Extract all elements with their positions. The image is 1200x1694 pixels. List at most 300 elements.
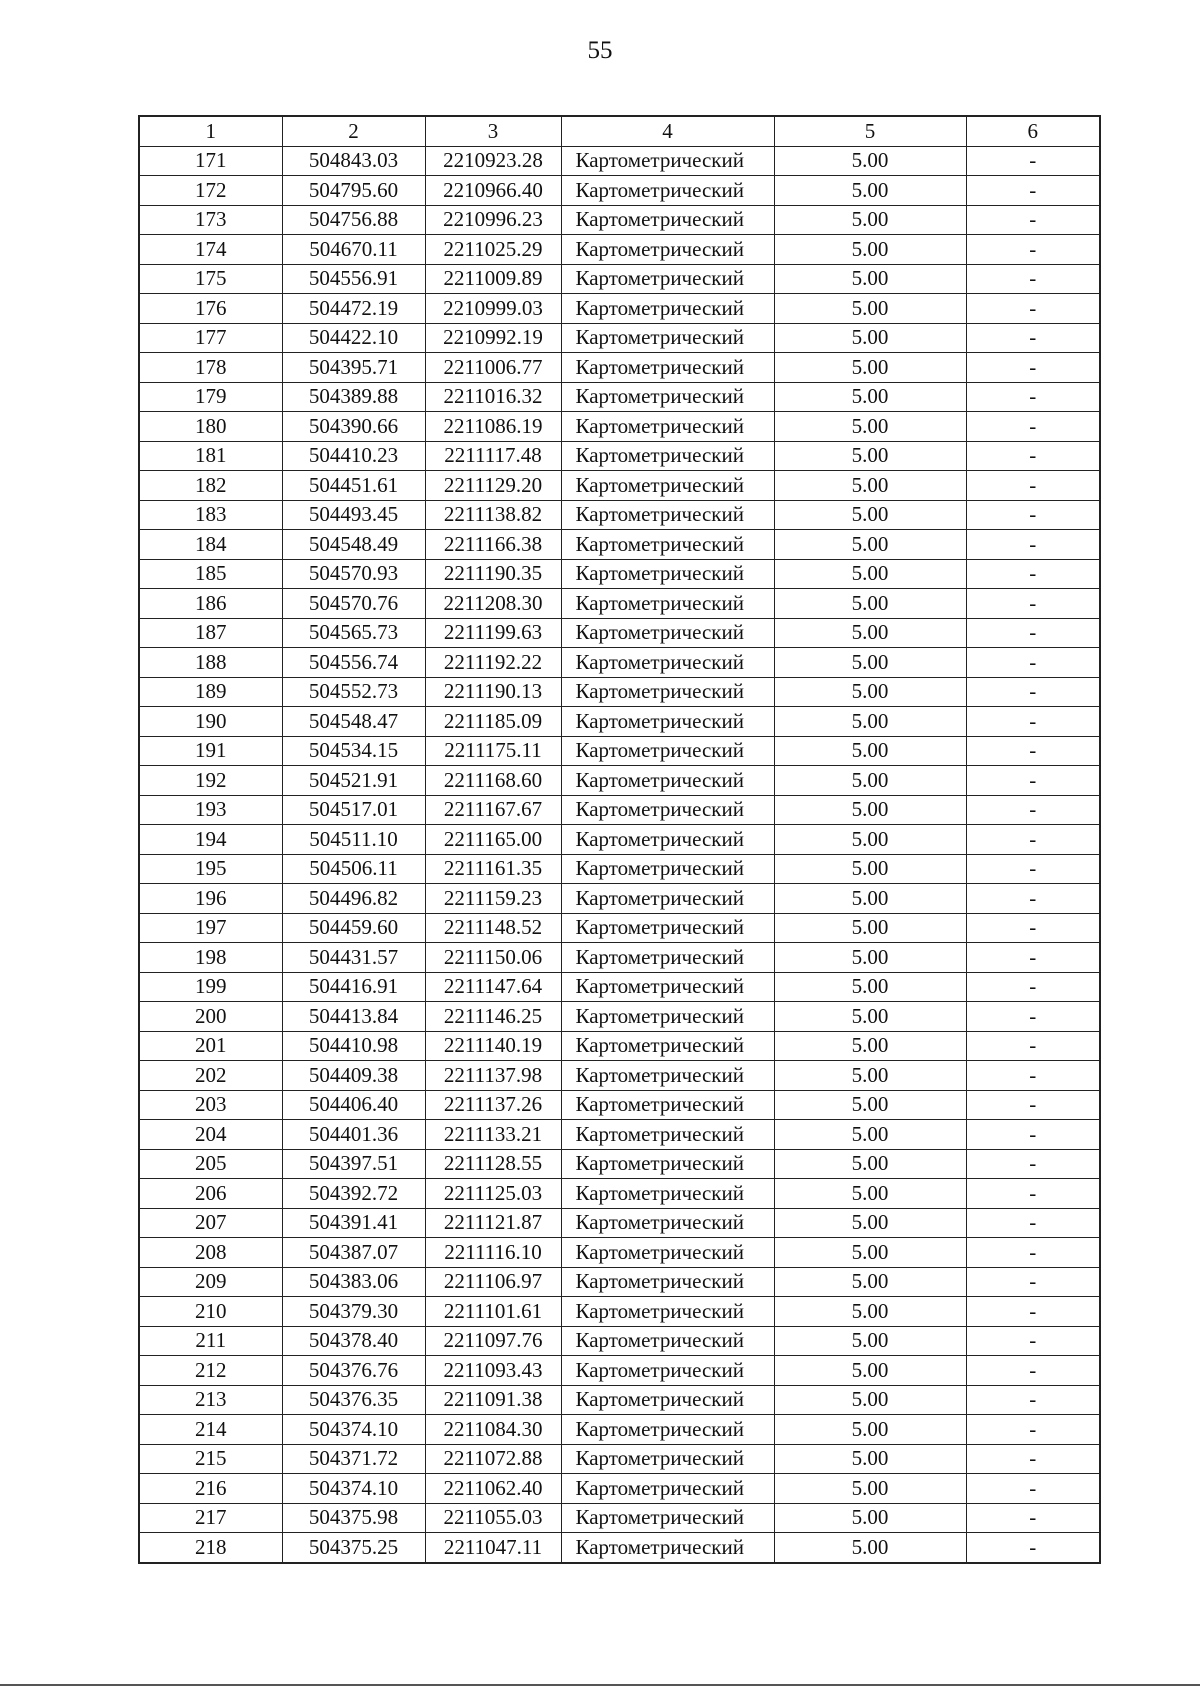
point-number-cell: 210: [139, 1297, 282, 1327]
method-cell: Картометрический: [561, 1444, 774, 1474]
description-cell: -: [966, 205, 1100, 235]
x-coordinate-cell: 504511.10: [282, 825, 425, 855]
table-row: [139, 441, 1100, 471]
accuracy-cell: 5.00: [774, 530, 966, 560]
accuracy-cell: 5.00: [774, 1533, 966, 1563]
x-coordinate-cell: 504387.07: [282, 1238, 425, 1268]
description-cell: -: [966, 943, 1100, 973]
method-cell: Картометрический: [561, 1356, 774, 1386]
y-coordinate-cell: 2210966.40: [425, 176, 561, 206]
y-coordinate-cell: 2211148.52: [425, 913, 561, 943]
point-number-cell: 201: [139, 1031, 282, 1061]
y-coordinate-cell: 2211165.00: [425, 825, 561, 855]
point-number-cell: 215: [139, 1444, 282, 1474]
description-cell: -: [966, 471, 1100, 501]
y-coordinate-cell: 2211167.67: [425, 795, 561, 825]
bottom-rule: [0, 1684, 1200, 1686]
method-cell: Картометрический: [561, 1533, 774, 1563]
description-cell: -: [966, 972, 1100, 1002]
description-cell: -: [966, 1031, 1100, 1061]
table-row: [139, 825, 1100, 855]
table-row: [139, 1090, 1100, 1120]
point-number-cell: 191: [139, 736, 282, 766]
x-coordinate-cell: 504517.01: [282, 795, 425, 825]
table-row: [139, 1297, 1100, 1327]
y-coordinate-cell: 2211175.11: [425, 736, 561, 766]
description-cell: -: [966, 1267, 1100, 1297]
method-cell: Картометрический: [561, 766, 774, 796]
y-coordinate-cell: 2211093.43: [425, 1356, 561, 1386]
table-row: [139, 854, 1100, 884]
point-number-cell: 194: [139, 825, 282, 855]
method-cell: Картометрический: [561, 795, 774, 825]
method-cell: Картометрический: [561, 559, 774, 589]
method-cell: Картометрический: [561, 589, 774, 619]
point-number-cell: 195: [139, 854, 282, 884]
description-cell: -: [966, 1090, 1100, 1120]
table-row: [139, 1120, 1100, 1150]
y-coordinate-cell: 2211062.40: [425, 1474, 561, 1504]
table-row: [139, 1444, 1100, 1474]
y-coordinate-cell: 2211137.26: [425, 1090, 561, 1120]
x-coordinate-cell: 504459.60: [282, 913, 425, 943]
point-number-cell: 196: [139, 884, 282, 914]
accuracy-cell: 5.00: [774, 972, 966, 1002]
y-coordinate-cell: 2211097.76: [425, 1326, 561, 1356]
accuracy-cell: 5.00: [774, 1326, 966, 1356]
point-number-cell: 217: [139, 1503, 282, 1533]
accuracy-cell: 5.00: [774, 618, 966, 648]
table-row: [139, 1415, 1100, 1445]
y-coordinate-cell: 2211199.63: [425, 618, 561, 648]
point-number-cell: 202: [139, 1061, 282, 1091]
accuracy-cell: 5.00: [774, 648, 966, 678]
x-coordinate-cell: 504376.76: [282, 1356, 425, 1386]
description-cell: -: [966, 235, 1100, 265]
description-cell: -: [966, 412, 1100, 442]
accuracy-cell: 5.00: [774, 766, 966, 796]
x-coordinate-cell: 504843.03: [282, 146, 425, 176]
x-coordinate-cell: 504556.74: [282, 648, 425, 678]
description-cell: -: [966, 1356, 1100, 1386]
method-cell: Картометрический: [561, 382, 774, 412]
accuracy-cell: 5.00: [774, 1415, 966, 1445]
x-coordinate-cell: 504534.15: [282, 736, 425, 766]
y-coordinate-cell: 2211091.38: [425, 1385, 561, 1415]
y-coordinate-cell: 2210923.28: [425, 146, 561, 176]
table-row: [139, 294, 1100, 324]
point-number-cell: 200: [139, 1002, 282, 1032]
accuracy-cell: 5.00: [774, 1031, 966, 1061]
accuracy-cell: 5.00: [774, 707, 966, 737]
accuracy-cell: 5.00: [774, 943, 966, 973]
point-number-cell: 204: [139, 1120, 282, 1150]
point-number-cell: 190: [139, 707, 282, 737]
table-row: [139, 943, 1100, 973]
x-coordinate-cell: 504472.19: [282, 294, 425, 324]
method-cell: Картометрический: [561, 1061, 774, 1091]
accuracy-cell: 5.00: [774, 294, 966, 324]
accuracy-cell: 5.00: [774, 1503, 966, 1533]
y-coordinate-cell: 2211121.87: [425, 1208, 561, 1238]
point-number-cell: 203: [139, 1090, 282, 1120]
accuracy-cell: 5.00: [774, 471, 966, 501]
description-cell: -: [966, 648, 1100, 678]
point-number-cell: 185: [139, 559, 282, 589]
table-row: [139, 589, 1100, 619]
table-row: [139, 1208, 1100, 1238]
y-coordinate-cell: 2211106.97: [425, 1267, 561, 1297]
method-cell: Картометрический: [561, 471, 774, 501]
y-coordinate-cell: 2211129.20: [425, 471, 561, 501]
table-row: [139, 382, 1100, 412]
table-body: [139, 146, 1100, 1563]
description-cell: -: [966, 323, 1100, 353]
y-coordinate-cell: 2211146.25: [425, 1002, 561, 1032]
method-cell: Картометрический: [561, 736, 774, 766]
page-number: 55: [587, 37, 613, 64]
x-coordinate-cell: 504556.91: [282, 264, 425, 294]
method-cell: Картометрический: [561, 146, 774, 176]
description-cell: -: [966, 353, 1100, 383]
table-header-row: [139, 116, 1100, 146]
accuracy-cell: 5.00: [774, 235, 966, 265]
method-cell: Картометрический: [561, 235, 774, 265]
x-coordinate-cell: 504548.49: [282, 530, 425, 560]
point-number-cell: 171: [139, 146, 282, 176]
description-cell: -: [966, 1149, 1100, 1179]
point-number-cell: 173: [139, 205, 282, 235]
method-cell: Картометрический: [561, 1208, 774, 1238]
x-coordinate-cell: 504570.76: [282, 589, 425, 619]
point-number-cell: 207: [139, 1208, 282, 1238]
x-coordinate-cell: 504371.72: [282, 1444, 425, 1474]
accuracy-cell: 5.00: [774, 264, 966, 294]
accuracy-cell: 5.00: [774, 1208, 966, 1238]
table-row: [139, 1149, 1100, 1179]
x-coordinate-cell: 504376.35: [282, 1385, 425, 1415]
y-coordinate-cell: 2211128.55: [425, 1149, 561, 1179]
method-cell: Картометрический: [561, 1031, 774, 1061]
accuracy-cell: 5.00: [774, 795, 966, 825]
table-row: [139, 1385, 1100, 1415]
description-cell: -: [966, 500, 1100, 530]
description-cell: -: [966, 1238, 1100, 1268]
y-coordinate-cell: 2211047.11: [425, 1533, 561, 1563]
accuracy-cell: 5.00: [774, 677, 966, 707]
accuracy-cell: 5.00: [774, 1090, 966, 1120]
table-row: [139, 1326, 1100, 1356]
method-cell: Картометрический: [561, 205, 774, 235]
x-coordinate-cell: 504375.25: [282, 1533, 425, 1563]
accuracy-cell: 5.00: [774, 913, 966, 943]
column-header-2: 2: [282, 116, 425, 146]
accuracy-cell: 5.00: [774, 1238, 966, 1268]
method-cell: Картометрический: [561, 707, 774, 737]
point-number-cell: 175: [139, 264, 282, 294]
x-coordinate-cell: 504413.84: [282, 1002, 425, 1032]
column-header-1: 1: [139, 116, 282, 146]
x-coordinate-cell: 504406.40: [282, 1090, 425, 1120]
description-cell: -: [966, 795, 1100, 825]
accuracy-cell: 5.00: [774, 382, 966, 412]
point-number-cell: 214: [139, 1415, 282, 1445]
point-number-cell: 181: [139, 441, 282, 471]
method-cell: Картометрический: [561, 176, 774, 206]
method-cell: Картометрический: [561, 441, 774, 471]
y-coordinate-cell: 2211138.82: [425, 500, 561, 530]
point-number-cell: 184: [139, 530, 282, 560]
accuracy-cell: 5.00: [774, 1385, 966, 1415]
x-coordinate-cell: 504422.10: [282, 323, 425, 353]
description-cell: -: [966, 559, 1100, 589]
point-number-cell: 198: [139, 943, 282, 973]
description-cell: -: [966, 1533, 1100, 1563]
description-cell: -: [966, 766, 1100, 796]
point-number-cell: 176: [139, 294, 282, 324]
table-row: [139, 1002, 1100, 1032]
x-coordinate-cell: 504548.47: [282, 707, 425, 737]
method-cell: Картометрический: [561, 972, 774, 1002]
table-row: [139, 235, 1100, 265]
y-coordinate-cell: 2211166.38: [425, 530, 561, 560]
accuracy-cell: 5.00: [774, 1444, 966, 1474]
point-number-cell: 189: [139, 677, 282, 707]
accuracy-cell: 5.00: [774, 1474, 966, 1504]
method-cell: Картометрический: [561, 618, 774, 648]
y-coordinate-cell: 2211161.35: [425, 854, 561, 884]
x-coordinate-cell: 504506.11: [282, 854, 425, 884]
accuracy-cell: 5.00: [774, 1120, 966, 1150]
description-cell: -: [966, 1179, 1100, 1209]
y-coordinate-cell: 2211086.19: [425, 412, 561, 442]
table-row: [139, 707, 1100, 737]
description-cell: -: [966, 176, 1100, 206]
accuracy-cell: 5.00: [774, 176, 966, 206]
x-coordinate-cell: 504756.88: [282, 205, 425, 235]
y-coordinate-cell: 2211190.13: [425, 677, 561, 707]
table-row: [139, 1031, 1100, 1061]
method-cell: Картометрический: [561, 1503, 774, 1533]
point-number-cell: 208: [139, 1238, 282, 1268]
description-cell: -: [966, 1444, 1100, 1474]
description-cell: -: [966, 146, 1100, 176]
accuracy-cell: 5.00: [774, 1061, 966, 1091]
point-number-cell: 192: [139, 766, 282, 796]
coordinates-table: [138, 115, 1101, 1564]
description-cell: -: [966, 1061, 1100, 1091]
x-coordinate-cell: 504409.38: [282, 1061, 425, 1091]
accuracy-cell: 5.00: [774, 1149, 966, 1179]
method-cell: Картометрический: [561, 884, 774, 914]
x-coordinate-cell: 504374.10: [282, 1415, 425, 1445]
column-header-6: 6: [966, 116, 1100, 146]
description-cell: -: [966, 1120, 1100, 1150]
x-coordinate-cell: 504496.82: [282, 884, 425, 914]
accuracy-cell: 5.00: [774, 1002, 966, 1032]
method-cell: Картометрический: [561, 500, 774, 530]
table-row: [139, 1533, 1100, 1563]
x-coordinate-cell: 504397.51: [282, 1149, 425, 1179]
table-row: [139, 1474, 1100, 1504]
description-cell: -: [966, 1385, 1100, 1415]
y-coordinate-cell: 2211006.77: [425, 353, 561, 383]
x-coordinate-cell: 504391.41: [282, 1208, 425, 1238]
x-coordinate-cell: 504410.98: [282, 1031, 425, 1061]
table-row: [139, 205, 1100, 235]
table-row: [139, 412, 1100, 442]
x-coordinate-cell: 504374.10: [282, 1474, 425, 1504]
accuracy-cell: 5.00: [774, 353, 966, 383]
y-coordinate-cell: 2210992.19: [425, 323, 561, 353]
table-row: [139, 884, 1100, 914]
table-row: [139, 1238, 1100, 1268]
accuracy-cell: 5.00: [774, 1179, 966, 1209]
table-row: [139, 766, 1100, 796]
point-number-cell: 213: [139, 1385, 282, 1415]
y-coordinate-cell: 2211168.60: [425, 766, 561, 796]
x-coordinate-cell: 504410.23: [282, 441, 425, 471]
x-coordinate-cell: 504375.98: [282, 1503, 425, 1533]
x-coordinate-cell: 504378.40: [282, 1326, 425, 1356]
point-number-cell: 199: [139, 972, 282, 1002]
y-coordinate-cell: 2210999.03: [425, 294, 561, 324]
point-number-cell: 174: [139, 235, 282, 265]
method-cell: Картометрический: [561, 353, 774, 383]
point-number-cell: 211: [139, 1326, 282, 1356]
accuracy-cell: 5.00: [774, 884, 966, 914]
y-coordinate-cell: 2211190.35: [425, 559, 561, 589]
y-coordinate-cell: 2211101.61: [425, 1297, 561, 1327]
y-coordinate-cell: 2211025.29: [425, 235, 561, 265]
description-cell: -: [966, 1503, 1100, 1533]
point-number-cell: 180: [139, 412, 282, 442]
point-number-cell: 187: [139, 618, 282, 648]
y-coordinate-cell: 2211117.48: [425, 441, 561, 471]
column-header-4: 4: [561, 116, 774, 146]
method-cell: Картометрический: [561, 854, 774, 884]
point-number-cell: 193: [139, 795, 282, 825]
accuracy-cell: 5.00: [774, 854, 966, 884]
method-cell: Картометрический: [561, 1326, 774, 1356]
table-row: [139, 1061, 1100, 1091]
point-number-cell: 216: [139, 1474, 282, 1504]
method-cell: Картометрический: [561, 412, 774, 442]
method-cell: Картометрический: [561, 1415, 774, 1445]
method-cell: Картометрический: [561, 1090, 774, 1120]
accuracy-cell: 5.00: [774, 589, 966, 619]
y-coordinate-cell: 2211159.23: [425, 884, 561, 914]
method-cell: Картометрический: [561, 1267, 774, 1297]
y-coordinate-cell: 2211150.06: [425, 943, 561, 973]
y-coordinate-cell: 2211016.32: [425, 382, 561, 412]
method-cell: Картометрический: [561, 677, 774, 707]
description-cell: -: [966, 264, 1100, 294]
method-cell: Картометрический: [561, 1385, 774, 1415]
y-coordinate-cell: 2211072.88: [425, 1444, 561, 1474]
table-row: [139, 146, 1100, 176]
table-row: [139, 736, 1100, 766]
point-number-cell: 205: [139, 1149, 282, 1179]
point-number-cell: 206: [139, 1179, 282, 1209]
x-coordinate-cell: 504401.36: [282, 1120, 425, 1150]
method-cell: Картометрический: [561, 1238, 774, 1268]
method-cell: Картометрический: [561, 1474, 774, 1504]
x-coordinate-cell: 504451.61: [282, 471, 425, 501]
y-coordinate-cell: 2211185.09: [425, 707, 561, 737]
point-number-cell: 212: [139, 1356, 282, 1386]
table-row: [139, 677, 1100, 707]
x-coordinate-cell: 504416.91: [282, 972, 425, 1002]
table-row: [139, 559, 1100, 589]
point-number-cell: 178: [139, 353, 282, 383]
table-row: [139, 618, 1100, 648]
method-cell: Картометрический: [561, 648, 774, 678]
method-cell: Картометрический: [561, 1120, 774, 1150]
table-row: [139, 1267, 1100, 1297]
x-coordinate-cell: 504395.71: [282, 353, 425, 383]
accuracy-cell: 5.00: [774, 1267, 966, 1297]
point-number-cell: 186: [139, 589, 282, 619]
table-row: [139, 1356, 1100, 1386]
y-coordinate-cell: 2211055.03: [425, 1503, 561, 1533]
table-row: [139, 913, 1100, 943]
y-coordinate-cell: 2211147.64: [425, 972, 561, 1002]
description-cell: -: [966, 589, 1100, 619]
accuracy-cell: 5.00: [774, 1297, 966, 1327]
description-cell: -: [966, 736, 1100, 766]
accuracy-cell: 5.00: [774, 323, 966, 353]
method-cell: Картометрический: [561, 1002, 774, 1032]
description-cell: -: [966, 1474, 1100, 1504]
point-number-cell: 182: [139, 471, 282, 501]
x-coordinate-cell: 504383.06: [282, 1267, 425, 1297]
description-cell: -: [966, 884, 1100, 914]
description-cell: -: [966, 1297, 1100, 1327]
method-cell: Картометрический: [561, 825, 774, 855]
method-cell: Картометрический: [561, 1297, 774, 1327]
y-coordinate-cell: 2211192.22: [425, 648, 561, 678]
description-cell: -: [966, 913, 1100, 943]
description-cell: -: [966, 825, 1100, 855]
accuracy-cell: 5.00: [774, 736, 966, 766]
y-coordinate-cell: 2211137.98: [425, 1061, 561, 1091]
y-coordinate-cell: 2211116.10: [425, 1238, 561, 1268]
point-number-cell: 172: [139, 176, 282, 206]
description-cell: -: [966, 854, 1100, 884]
y-coordinate-cell: 2211208.30: [425, 589, 561, 619]
description-cell: -: [966, 1208, 1100, 1238]
method-cell: Картометрический: [561, 530, 774, 560]
x-coordinate-cell: 504390.66: [282, 412, 425, 442]
accuracy-cell: 5.00: [774, 205, 966, 235]
accuracy-cell: 5.00: [774, 146, 966, 176]
point-number-cell: 188: [139, 648, 282, 678]
x-coordinate-cell: 504795.60: [282, 176, 425, 206]
y-coordinate-cell: 2211133.21: [425, 1120, 561, 1150]
method-cell: Картометрический: [561, 1149, 774, 1179]
point-number-cell: 197: [139, 913, 282, 943]
method-cell: Картометрический: [561, 913, 774, 943]
description-cell: -: [966, 1415, 1100, 1445]
table-row: [139, 972, 1100, 1002]
accuracy-cell: 5.00: [774, 559, 966, 589]
method-cell: Картометрический: [561, 294, 774, 324]
point-number-cell: 179: [139, 382, 282, 412]
table-row: [139, 530, 1100, 560]
method-cell: Картометрический: [561, 323, 774, 353]
table-row: [139, 264, 1100, 294]
